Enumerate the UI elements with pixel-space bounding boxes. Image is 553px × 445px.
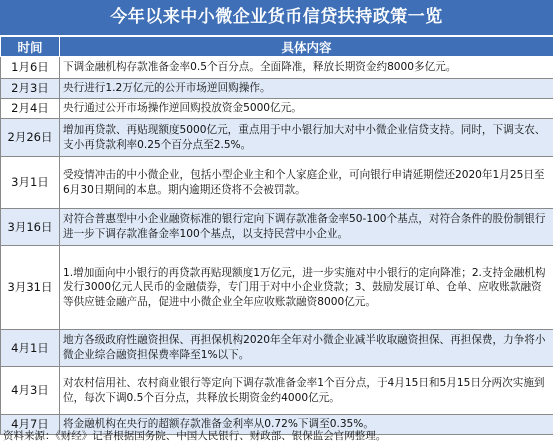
row-content: 对符合普惠型中小企业融资标准的银行定向下调存款准备金率50-100个基点，对符合条件的股份制银行进一步下调存款准备金率100个基点，以支持民营中小企业。 — [60, 209, 553, 246]
row-date: 2月3日 — [1, 79, 60, 99]
table-row — [1, 330, 553, 367]
row-content: 地方各级政府性融资担保、再担保机构2020年全年对小微企业减半收取融资担保、再担保费，力争将小微企业综合融资担保费率降至1%以下。 — [60, 330, 553, 367]
row-content: 央行通过公开市场操作逆回购投放资金5000亿元。 — [60, 99, 553, 119]
row-date: 2月26日 — [1, 119, 60, 157]
column-header-content: 具体内容 — [60, 37, 553, 57]
table-row — [1, 246, 553, 330]
row-date: 3月1日 — [1, 157, 60, 209]
table-row — [1, 99, 553, 119]
row-date: 3月31日 — [1, 246, 60, 330]
column-header-time: 时间 — [1, 37, 60, 57]
row-content: 将金融机构在央行的超额存款准备金利率从0.72%下调至0.35%。 — [60, 415, 553, 435]
row-date: 1月6日 — [1, 57, 60, 79]
row-content: 央行进行1.2万亿元的公开市场逆回购操作。 — [60, 79, 553, 99]
table-row — [1, 119, 553, 157]
row-content: 受疫情冲击的中小微企业，包括小型企业主和个人家庭企业，可向银行申请延期偿还2020年1月25日至6月30日期间的本息。期内逾期还贷将不会被罚款。 — [60, 157, 553, 209]
source-note: 资料来源：《财经》记者根据国务院、中国人民银行、财政部、银保监会官网整理。 — [3, 430, 387, 442]
table-header-row — [1, 37, 553, 57]
row-date: 4月7日 — [1, 415, 60, 435]
row-content: 下调金融机构存款准备金率0.5个百分点。全面降准，释放长期资金约8000多亿元。 — [60, 57, 553, 79]
table-row — [1, 79, 553, 99]
row-date: 4月1日 — [1, 330, 60, 367]
row-content: 1.增加面向中小银行的再贷款再贴现额度1万亿元，进一步实施对中小银行的定向降准；2.支持金融机构发行3000亿元人民币的金融债券，专门用于对中小企业贷款；3、鼓励发展订单、仓单、应收账款融资等供应链金融产品，促进中小微企业全年应收账款融资8000亿元。 — [60, 246, 553, 330]
row-date: 3月16日 — [1, 209, 60, 246]
table-row — [1, 367, 553, 415]
policy-table — [0, 36, 553, 435]
page-title: 今年以来中小微企业货币信贷扶持政策一览 — [0, 0, 553, 36]
table-row — [1, 57, 553, 79]
table-row — [1, 209, 553, 246]
row-content: 增加再贷款、再贴现额度5000亿元，重点用于中小银行加大对中小微企业信贷支持。同时，下调支农、支小再贷款利率0.25个百分点至2.5%。 — [60, 119, 553, 157]
row-date: 2月4日 — [1, 99, 60, 119]
row-content: 对农村信用社、农村商业银行等定向下调存款准备金率1个百分点，于4月15日和5月15日分两次实施到位，每次下调0.5个百分点，共释放长期资金约4000亿元。 — [60, 367, 553, 415]
row-date: 4月3日 — [1, 367, 60, 415]
table-row — [1, 157, 553, 209]
